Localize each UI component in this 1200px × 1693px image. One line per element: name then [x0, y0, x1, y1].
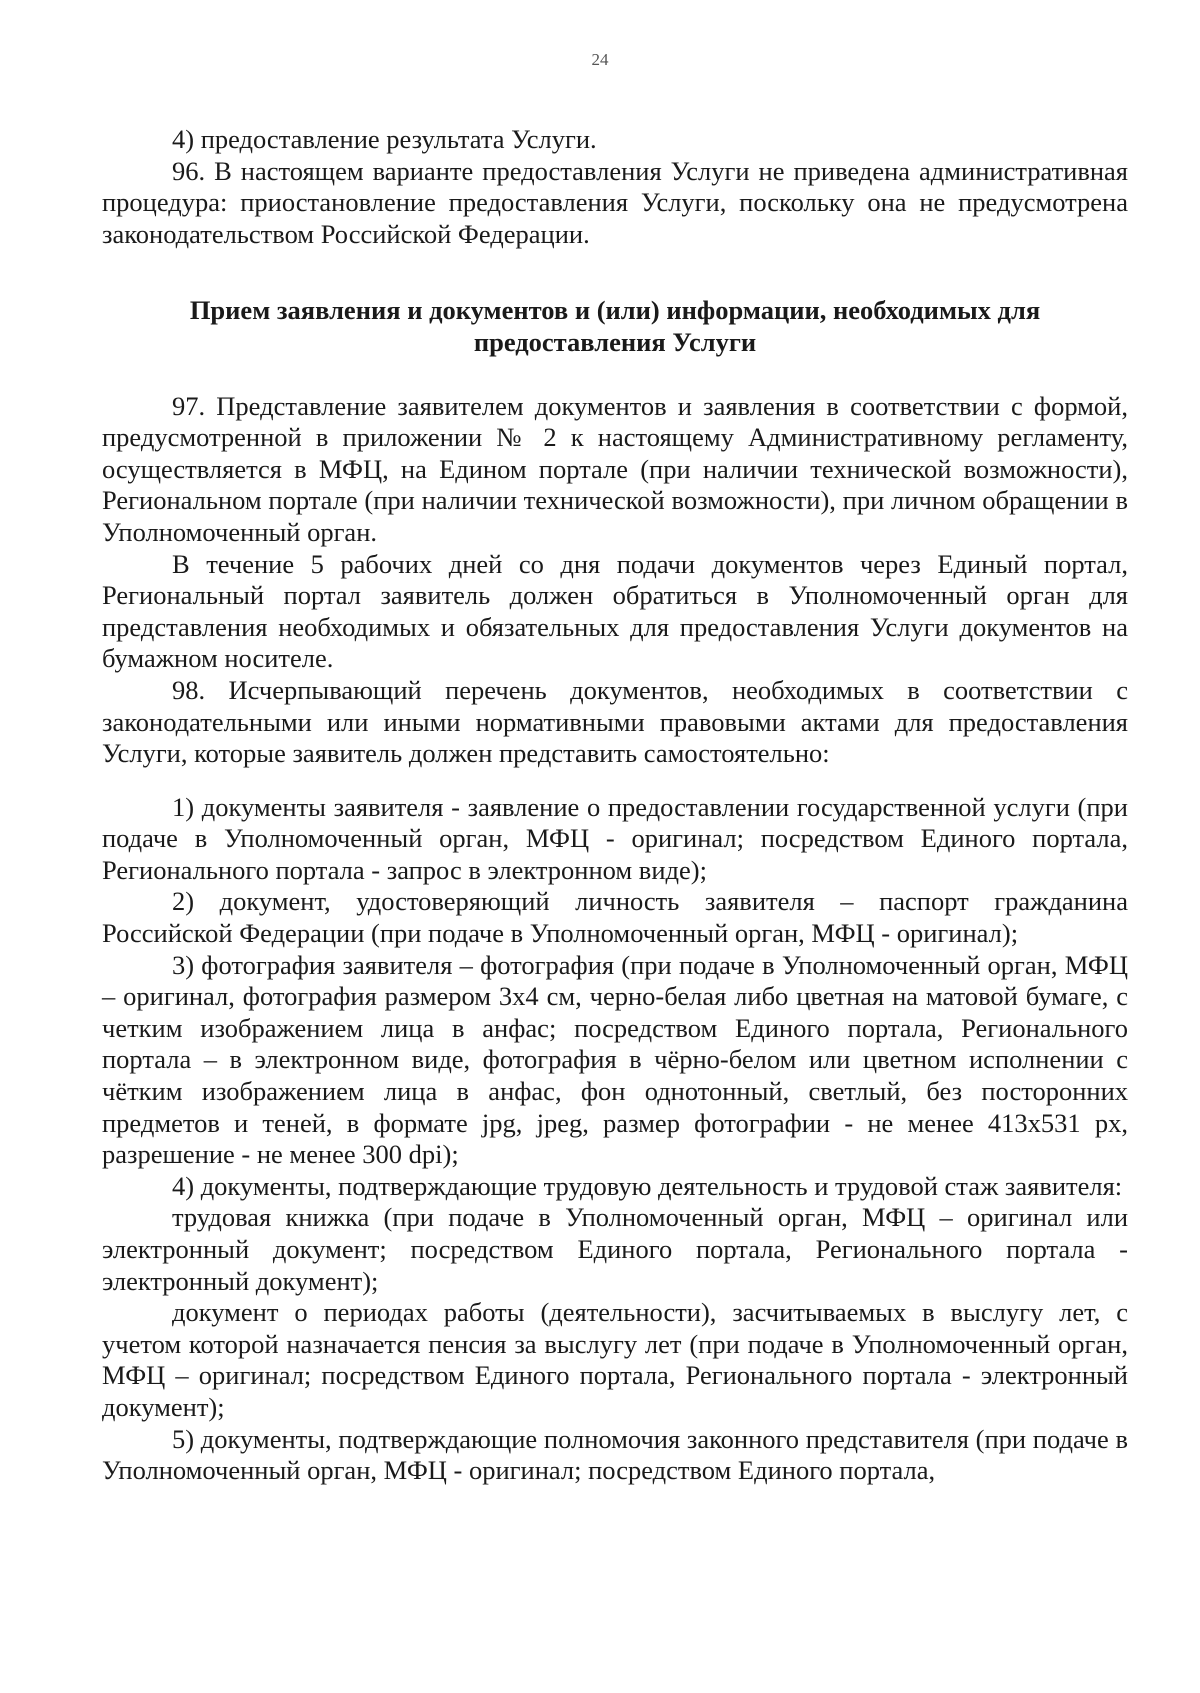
paragraph: 97. Представление заявителем документов и заявления в соответствии с формой, предусмотренной в приложении № 2 к настоящему Административному регламенту, осуществляется в МФЦ, на Едином портале (при наличии технической возможности), Региональном портале (при наличии технической возможности), при личном обращении в Уполномоченный орган.	[102, 390, 1128, 547]
paragraph: 98. Исчерпывающий перечень документов, необходимых в соответствии с законодательными или иными нормативными правовыми актами для предоставления Услуги, которые заявитель должен представить самостоятельно:	[102, 674, 1128, 769]
list-item: 4) документы, подтверждающие трудовую деятельность и трудовой стаж заявителя:	[172, 1170, 1123, 1201]
paragraph: 96. В настоящем варианте предоставления Услуги не приведена административная процедура: приостановление предоставления Услуги, поскольку она не предусмотрена законодательством Российской Федерации.	[102, 155, 1128, 249]
document-body	[102, 124, 1128, 1487]
section-heading: Прием заявления и документов и (или) информации, необходимых для предоставления Услуги	[189, 295, 1041, 357]
list-item: 2) документ, удостоверяющий личность заявителя – паспорт гражданина Российской Федерации (при подаче в Уполномоченный орган, МФЦ - оригинал);	[102, 886, 1128, 949]
list-item: 3) фотография заявителя – фотография (при подаче в Уполномоченный орган, МФЦ – оригинал, фотография размером 3x4 см, черно-белая либо цветная на матовой бумаге, с четким изображением лица в анфас; посредством Единого портала, Регионального портала – в электронном виде, фотография в чёрно-белом или цветном исполнении с чётким изображением лица в анфас, фон однотонный, светлый, без посторонних предметов и теней, в формате jpg, jpeg, размер фотографии - не менее 413x531 px, разрешение - не менее 300 dpi);	[102, 949, 1128, 1170]
list-item: трудовая книжка (при подаче в Уполномоченный орган, МФЦ – оригинал или электронный документ; посредством Единого портала, Регионального портала - электронный документ);	[102, 1202, 1128, 1296]
page-number: 24	[591, 50, 609, 69]
list-item: 5) документы, подтверждающие полномочия законного представителя (при подаче в Уполномоченный орган, МФЦ - оригинал; посредством Единого портала,	[102, 1423, 1128, 1486]
paragraph: 4) предоставление результата Услуги.	[172, 124, 597, 154]
list-item: 1) документы заявителя - заявление о предоставлении государственной услуги (при подаче в Уполномоченный орган, МФЦ - оригинал; посредством Единого портала, Регионального портала - запрос в электронном виде);	[102, 791, 1128, 885]
list-item: документ о периодах работы (деятельности), засчитываемых в выслугу лет, с учетом которой назначается пенсия за выслугу лет (при подаче в Уполномоченный орган, МФЦ – оригинал; посредством Единого портала, Регионального портала - электронный документ);	[102, 1297, 1128, 1422]
paragraph: В течение 5 рабочих дней со дня подачи документов через Единый портал, Региональный портал заявитель должен обратиться в Уполномоченный орган для представления необходимых и обязательных для предоставления Услуги документов на бумажном носителе.	[102, 548, 1128, 674]
